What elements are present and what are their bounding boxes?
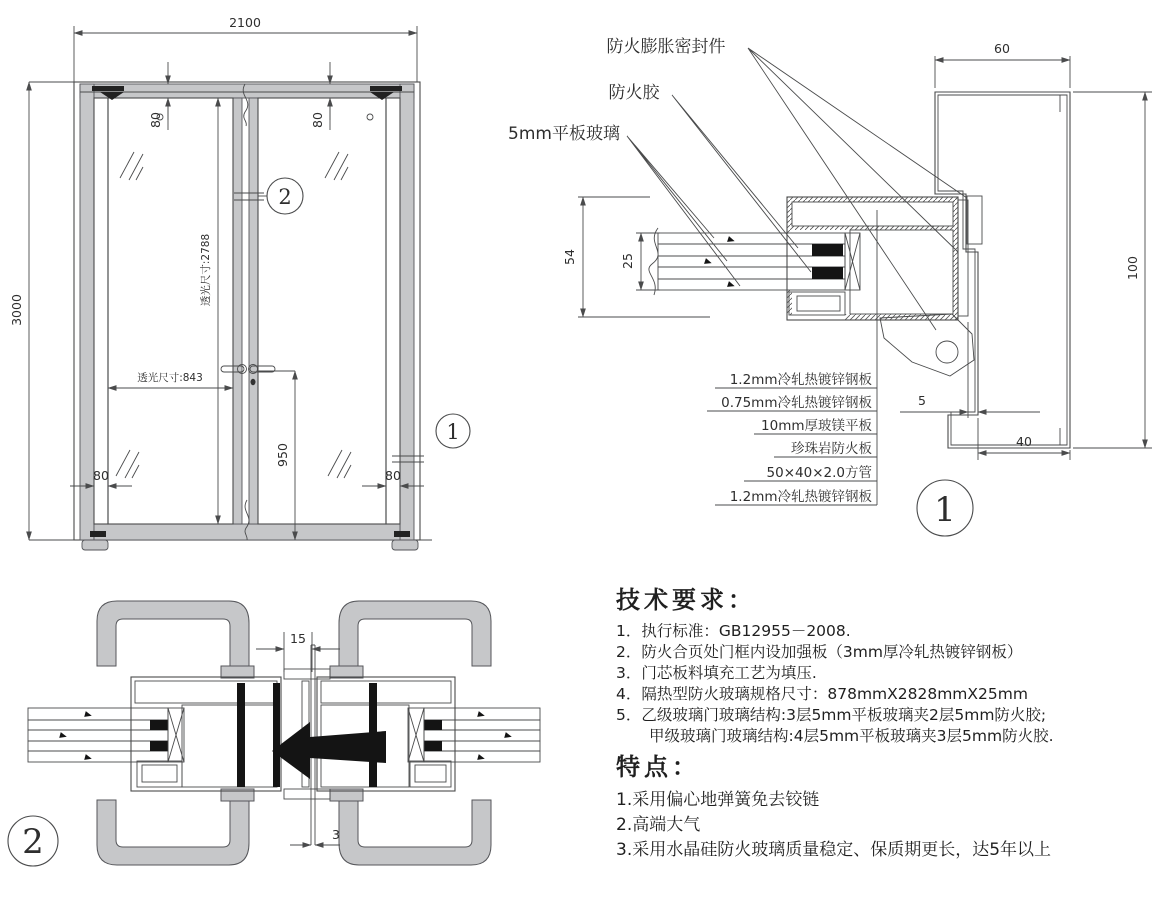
meeting-stile-left <box>233 98 242 524</box>
hinge-stile-right <box>386 98 400 524</box>
dim-rebate-40 <box>978 434 1070 460</box>
material-label: 50×40×2.0方管 <box>766 465 872 481</box>
dim-text-top-rail-right: 80 <box>310 112 325 128</box>
jamb-section-detail <box>508 37 1152 536</box>
handle-mount <box>221 666 254 678</box>
dim-text-handle-height: 950 <box>275 443 290 467</box>
feature-item: 1.采用偏心地弹簧免去铰链 <box>616 790 820 810</box>
tech-item: 3．门芯板料填充工艺为填压. <box>616 664 817 682</box>
floor-spring-left <box>90 531 106 537</box>
tech-item: 5．乙级玻璃门玻璃结构:3层5mm平板玻璃夹2层5mm防火胶; <box>616 706 1047 724</box>
detail2-number: 2 <box>22 822 44 862</box>
dim-text-5: 5 <box>918 393 926 408</box>
tech-item: 2．防火合页处门框内设加强板（3mm厚冷轧热镀锌钢板） <box>616 643 1023 661</box>
floor-pivot-left <box>82 540 108 550</box>
dim-text-54: 54 <box>562 249 577 265</box>
lever-handles <box>221 365 275 386</box>
callout-2-number: 2 <box>278 185 292 209</box>
label-fire-expansion-seal: 防火膨胀密封件 <box>606 37 726 57</box>
dim-overall-height <box>9 82 80 540</box>
meeting-stile-right <box>249 98 258 524</box>
pull-handle-top-left <box>97 601 249 668</box>
dim-overall-width <box>74 15 417 82</box>
leader-glue <box>672 95 811 272</box>
features-title: 特点： <box>616 753 700 781</box>
dim-text-glass-height: 透光尺寸:2788 <box>200 233 212 307</box>
expansion-seal-strip <box>967 196 982 244</box>
pivot-dot-right <box>367 114 373 120</box>
hinge-stile-left <box>94 98 108 524</box>
tech-item: 1．执行标准：GB12955－2008. <box>616 622 851 640</box>
honeycomb-core <box>850 230 953 314</box>
handle-mount <box>330 666 363 678</box>
glass-symbol <box>116 450 139 478</box>
detail2-callout-circle <box>8 816 58 866</box>
dim-leaf-thickness <box>562 197 710 317</box>
label-flat-glass: 5mm平板玻璃 <box>508 124 620 144</box>
setting-block <box>845 233 860 290</box>
material-label: 珍珠岩防火板 <box>791 441 872 457</box>
dim-text-top-rail-left: 80 <box>148 112 163 128</box>
floor-pivot-right <box>392 540 418 550</box>
dim-overlap-15 <box>256 631 340 672</box>
frame-jamb-right <box>400 84 414 540</box>
material-label: 1.2mm冷轧热镀锌钢板 <box>729 372 872 388</box>
feature-item: 2.高端大气 <box>616 815 701 835</box>
dim-text-3: 3 <box>332 827 340 842</box>
material-callout-stack <box>707 210 877 505</box>
label-fire-glue: 防火胶 <box>608 83 660 103</box>
tech-item: 4．隔热型防火玻璃规格尺寸：878mmX2828mmX25mm <box>616 685 1028 703</box>
callout-detail2-marker <box>234 178 303 214</box>
pull-handle-bottom-right <box>339 798 491 865</box>
dim-glass-width <box>108 371 233 388</box>
pull-handle-top-right <box>339 601 491 668</box>
pull-handle-bottom-left <box>97 798 249 865</box>
dim-text-width: 2100 <box>229 15 261 30</box>
detail1-callout-circle <box>917 480 973 536</box>
dim-handle-height <box>258 371 295 540</box>
leaf-section-box <box>787 197 958 320</box>
dim-stile-right <box>362 468 424 492</box>
glass-panel-left <box>108 98 233 524</box>
dim-glass-height <box>199 98 218 524</box>
lock-cylinder <box>251 379 256 385</box>
dim-text-60: 60 <box>994 41 1010 56</box>
floor-spring-right <box>394 531 410 537</box>
tech-requirements-title: 技术要求： <box>616 586 756 614</box>
glass-assembly <box>640 228 860 295</box>
dim-frame-width <box>935 41 1070 88</box>
dim-text-glass-width: 透光尺寸:843 <box>137 372 203 384</box>
material-label: 0.75mm冷轧热镀锌钢板 <box>721 395 872 411</box>
dim-text-40: 40 <box>1016 434 1032 449</box>
feature-item: 3.采用水晶硅防火玻璃质量稳定、保质期更长，达5年以上 <box>616 840 1052 860</box>
dim-text-100: 100 <box>1125 256 1140 280</box>
glass-symbol <box>120 152 143 180</box>
dim-text-height: 3000 <box>9 294 24 326</box>
meeting-stile-section-detail <box>8 601 540 866</box>
glass-symbol <box>328 450 351 478</box>
detail1-number: 1 <box>934 490 956 530</box>
perlite-board-strip <box>792 202 953 226</box>
material-label: 1.2mm冷轧热镀锌钢板 <box>729 489 872 505</box>
dim-text-stile-right: 80 <box>385 468 401 483</box>
steel-tube-wall <box>237 683 245 787</box>
dim-frame-depth <box>1073 92 1152 448</box>
features-block <box>616 747 1164 863</box>
callout-1-number: 1 <box>446 420 460 444</box>
steel-tube-wall <box>273 683 280 787</box>
dim-text-15: 15 <box>290 631 306 646</box>
door-frame-outline <box>74 82 420 540</box>
frame-jamb-left <box>80 84 94 540</box>
dim-text-25: 25 <box>620 253 635 269</box>
tech-item-continuation: 甲级玻璃门玻璃结构:4层5mm平板玻璃夹3层5mm防火胶. <box>649 727 1054 745</box>
material-label: 10mm厚玻镁平板 <box>761 418 872 434</box>
gasket-bulb <box>880 314 974 376</box>
dim-stile-left <box>70 468 132 492</box>
glass-symbol <box>325 152 348 180</box>
dim-text-stile-left: 80 <box>93 468 109 483</box>
leader-seal <box>748 48 967 330</box>
front-elevation-view <box>9 15 470 550</box>
notes-block <box>616 580 1164 863</box>
frame-head <box>80 84 414 98</box>
